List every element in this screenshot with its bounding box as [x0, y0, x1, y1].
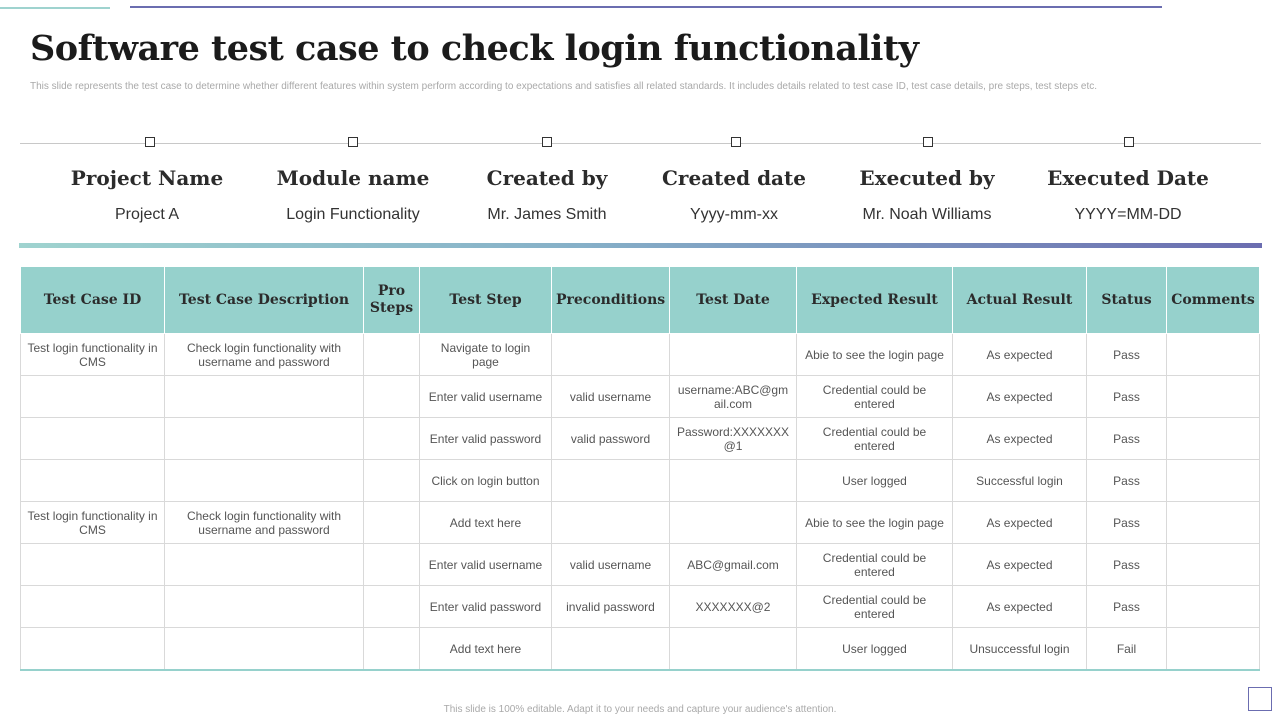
table-cell — [1167, 502, 1260, 544]
info-value: Mr. James Smith — [487, 206, 607, 223]
table-row — [21, 460, 1260, 502]
table-cell: As expected — [953, 418, 1087, 460]
test-case-table — [20, 266, 1260, 671]
table-cell: User logged — [797, 628, 953, 671]
table-cell — [165, 376, 364, 418]
page-title: Software test case to check login functionality — [30, 28, 919, 69]
table-cell: Click on login button — [420, 460, 552, 502]
table-row — [21, 502, 1260, 544]
table-row — [21, 586, 1260, 628]
table-cell: Password:XXXXXXX@1 — [670, 418, 797, 460]
table-cell — [21, 376, 165, 418]
table-cell — [552, 502, 670, 544]
table-cell: Pass — [1087, 544, 1167, 586]
top-accent-line-teal — [0, 7, 110, 9]
timeline-marker — [923, 137, 933, 147]
info-value: Login Functionality — [286, 206, 420, 223]
table-cell: Credential could be entered — [797, 418, 953, 460]
table-cell: User logged — [797, 460, 953, 502]
table-cell: Enter valid username — [420, 544, 552, 586]
info-value: YYYY=MM-DD — [1074, 206, 1182, 223]
column-header: Test Case Description — [165, 267, 364, 334]
table-cell — [1167, 334, 1260, 376]
column-header: Actual Result — [953, 267, 1087, 334]
table-cell: ABC@gmail.com — [670, 544, 797, 586]
footer-note: This slide is 100% editable. Adapt it to your needs and capture your audience's attention. — [443, 704, 837, 715]
gradient-divider — [19, 243, 1262, 248]
timeline-marker — [145, 137, 155, 147]
table-cell: Pass — [1087, 586, 1167, 628]
table-cell — [552, 334, 670, 376]
table-cell — [364, 376, 420, 418]
info-value: Project A — [114, 206, 180, 223]
table-cell — [165, 586, 364, 628]
table-cell: Fail — [1087, 628, 1167, 671]
table-cell: Navigate to login page — [420, 334, 552, 376]
table-cell — [364, 502, 420, 544]
info-value: Yyyy-mm-xx — [690, 206, 778, 223]
table-cell: Check login functionality with username and password — [165, 334, 364, 376]
info-label: Created date — [662, 166, 806, 190]
timeline-marker — [348, 137, 358, 147]
table-cell — [21, 628, 165, 671]
table-cell — [364, 460, 420, 502]
info-project-name — [47, 164, 247, 224]
timeline-line — [20, 143, 1261, 144]
table-row — [21, 418, 1260, 460]
table-cell — [165, 460, 364, 502]
table-cell: invalid password — [552, 586, 670, 628]
info-created-date — [634, 164, 834, 224]
table-cell: username:ABC@gmail.com — [670, 376, 797, 418]
table-cell — [165, 418, 364, 460]
table-cell — [670, 334, 797, 376]
table-cell: Abie to see the login page — [797, 334, 953, 376]
timeline-marker — [542, 137, 552, 147]
table-cell — [21, 586, 165, 628]
table-cell: Enter valid username — [420, 376, 552, 418]
top-accent-line-purple — [130, 6, 1162, 8]
table-cell: Pass — [1087, 460, 1167, 502]
table-cell — [1167, 586, 1260, 628]
table-cell — [552, 628, 670, 671]
table-cell — [364, 628, 420, 671]
info-value: Mr. Noah Williams — [862, 206, 992, 223]
table-cell — [364, 544, 420, 586]
column-header: Comments — [1167, 267, 1260, 334]
table-cell: As expected — [953, 544, 1087, 586]
table-header-row — [21, 267, 1260, 334]
table-row — [21, 376, 1260, 418]
table-cell — [1167, 376, 1260, 418]
table-cell — [165, 544, 364, 586]
info-executed-date — [1028, 164, 1228, 224]
info-label: Module name — [276, 166, 430, 190]
table-cell — [1167, 628, 1260, 671]
info-executed-by — [827, 164, 1027, 224]
info-label: Executed Date — [1047, 166, 1209, 190]
table-cell: Enter valid password — [420, 418, 552, 460]
column-header: Test Step — [420, 267, 552, 334]
table-cell: Enter valid password — [420, 586, 552, 628]
column-header: Test Date — [670, 267, 797, 334]
table-cell — [21, 418, 165, 460]
table-cell — [165, 628, 364, 671]
table-cell: valid password — [552, 418, 670, 460]
timeline-marker — [731, 137, 741, 147]
table-cell: Credential could be entered — [797, 544, 953, 586]
table-cell: XXXXXXX@2 — [670, 586, 797, 628]
table-cell: Pass — [1087, 418, 1167, 460]
table-cell: Test login functionality in CMS — [21, 502, 165, 544]
info-label: Project Name — [70, 166, 224, 190]
timeline-marker — [1124, 137, 1134, 147]
table-row — [21, 628, 1260, 671]
table-cell — [1167, 418, 1260, 460]
column-header: Expected Result — [797, 267, 953, 334]
table-cell: Pass — [1087, 502, 1167, 544]
table-cell: Pass — [1087, 334, 1167, 376]
table-cell: Abie to see the login page — [797, 502, 953, 544]
table-cell: Pass — [1087, 376, 1167, 418]
table-cell: As expected — [953, 334, 1087, 376]
table-cell: Test login functionality in CMS — [21, 334, 165, 376]
table-cell — [670, 502, 797, 544]
corner-decoration — [1248, 687, 1272, 711]
table-cell: Add text here — [420, 502, 552, 544]
table-row — [21, 544, 1260, 586]
table-cell — [670, 460, 797, 502]
info-label: Executed by — [859, 166, 995, 190]
table-cell — [1167, 544, 1260, 586]
table-cell — [1167, 460, 1260, 502]
table-cell — [21, 544, 165, 586]
table-cell: Add text here — [420, 628, 552, 671]
table-cell: Successful login — [953, 460, 1087, 502]
table-cell: As expected — [953, 376, 1087, 418]
info-label: Created by — [486, 166, 608, 190]
table-cell: Credential could be entered — [797, 376, 953, 418]
table-cell — [364, 418, 420, 460]
table-cell: Check login functionality with username and password — [165, 502, 364, 544]
info-created-by — [447, 164, 647, 224]
table-cell — [364, 586, 420, 628]
table-cell: As expected — [953, 586, 1087, 628]
table-cell — [21, 460, 165, 502]
table-cell — [552, 460, 670, 502]
table-cell: valid username — [552, 544, 670, 586]
table-row — [21, 334, 1260, 376]
table-cell: As expected — [953, 502, 1087, 544]
table-cell — [670, 628, 797, 671]
column-header: Status — [1087, 267, 1167, 334]
column-header: Pro Steps — [364, 267, 420, 334]
table-cell: Unsuccessful login — [953, 628, 1087, 671]
table-cell — [364, 334, 420, 376]
column-header: Preconditions — [552, 267, 670, 334]
table-cell: Credential could be entered — [797, 586, 953, 628]
info-module-name — [253, 164, 453, 224]
page-subtitle: This slide represents the test case to determine whether different features within system perform according to expectations and satisfies all related standards. It includes details related to test case ID, test case details, pre steps, test steps etc. — [30, 81, 1098, 92]
table-cell: valid username — [552, 376, 670, 418]
column-header: Test Case ID — [21, 267, 165, 334]
